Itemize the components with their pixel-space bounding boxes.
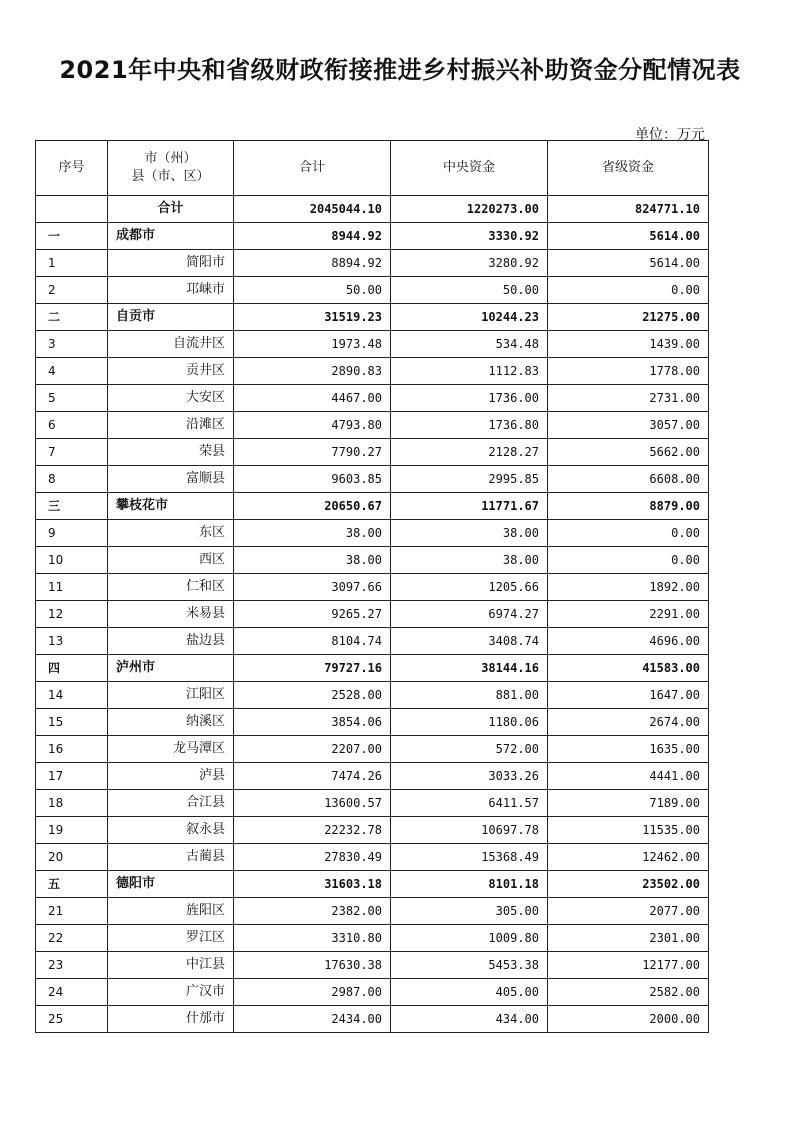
table-row — [36, 628, 709, 655]
cell-seq: 9 — [36, 520, 108, 547]
cell-region-name: 贡井区 — [108, 358, 234, 385]
cell-provincial: 41583.00 — [548, 655, 709, 682]
cell-central: 38.00 — [391, 547, 548, 574]
cell-seq: 14 — [36, 682, 108, 709]
cell-total: 13600.57 — [234, 790, 391, 817]
cell-total: 31603.18 — [234, 871, 391, 898]
cell-total: 31519.23 — [234, 304, 391, 331]
cell-seq: 11 — [36, 574, 108, 601]
cell-provincial: 12462.00 — [548, 844, 709, 871]
cell-total: 9603.85 — [234, 466, 391, 493]
cell-region-name: 广汉市 — [108, 979, 234, 1006]
cell-total: 20650.67 — [234, 493, 391, 520]
cell-seq: 四 — [36, 655, 108, 682]
cell-seq: 13 — [36, 628, 108, 655]
cell-central: 10697.78 — [391, 817, 548, 844]
cell-provincial: 11535.00 — [548, 817, 709, 844]
table-row — [36, 466, 709, 493]
table-row — [36, 817, 709, 844]
cell-provincial: 4696.00 — [548, 628, 709, 655]
cell-central: 15368.49 — [391, 844, 548, 871]
city-subtotal-row — [36, 493, 709, 520]
cell-total: 3854.06 — [234, 709, 391, 736]
cell-provincial: 5614.00 — [548, 223, 709, 250]
cell-total: 3310.80 — [234, 925, 391, 952]
cell-provincial: 1439.00 — [548, 331, 709, 358]
cell-provincial: 2582.00 — [548, 979, 709, 1006]
cell-central: 3330.92 — [391, 223, 548, 250]
cell-region-name: 合江县 — [108, 790, 234, 817]
cell-total: 2890.83 — [234, 358, 391, 385]
cell-provincial: 7189.00 — [548, 790, 709, 817]
cell-seq: 21 — [36, 898, 108, 925]
cell-region-name: 邛崃市 — [108, 277, 234, 304]
cell-provincial: 1778.00 — [548, 358, 709, 385]
cell-central: 572.00 — [391, 736, 548, 763]
cell-central: 434.00 — [391, 1006, 548, 1033]
cell-central: 3408.74 — [391, 628, 548, 655]
cell-central: 1736.00 — [391, 385, 548, 412]
cell-seq: 10 — [36, 547, 108, 574]
table-row — [36, 844, 709, 871]
cell-central: 50.00 — [391, 277, 548, 304]
table-row — [36, 736, 709, 763]
cell-central: 305.00 — [391, 898, 548, 925]
allocation-table — [35, 140, 709, 1033]
table-row — [36, 898, 709, 925]
table-row — [36, 979, 709, 1006]
cell-region-name: 旌阳区 — [108, 898, 234, 925]
cell-region-name: 古蔺县 — [108, 844, 234, 871]
cell-central: 405.00 — [391, 979, 548, 1006]
cell-region-name: 什邡市 — [108, 1006, 234, 1033]
cell-region-name: 东区 — [108, 520, 234, 547]
cell-total: 38.00 — [234, 547, 391, 574]
cell-seq: 3 — [36, 331, 108, 358]
table-row — [36, 574, 709, 601]
cell-region-name: 富顺县 — [108, 466, 234, 493]
table-row — [36, 601, 709, 628]
cell-seq: 25 — [36, 1006, 108, 1033]
table-row — [36, 385, 709, 412]
cell-total: 8894.92 — [234, 250, 391, 277]
cell-total: 22232.78 — [234, 817, 391, 844]
cell-central: 11771.67 — [391, 493, 548, 520]
table-row — [36, 250, 709, 277]
cell-provincial: 1635.00 — [548, 736, 709, 763]
cell-seq: 20 — [36, 844, 108, 871]
cell-provincial: 2077.00 — [548, 898, 709, 925]
cell-central: 1205.66 — [391, 574, 548, 601]
cell-total: 2434.00 — [234, 1006, 391, 1033]
cell-total: 7790.27 — [234, 439, 391, 466]
cell-seq: 4 — [36, 358, 108, 385]
cell-provincial: 6608.00 — [548, 466, 709, 493]
table-header-row — [36, 141, 709, 196]
cell-total: 9265.27 — [234, 601, 391, 628]
cell-central: 1180.06 — [391, 709, 548, 736]
header-central: 中央资金 — [391, 141, 548, 196]
cell-provincial: 5614.00 — [548, 250, 709, 277]
cell-total: 2382.00 — [234, 898, 391, 925]
unit-label: 单位：万元 — [635, 127, 705, 143]
city-subtotal-row — [36, 655, 709, 682]
cell-region-name: 叙永县 — [108, 817, 234, 844]
cell-central: 2128.27 — [391, 439, 548, 466]
cell-central: 534.48 — [391, 331, 548, 358]
cell-region-name: 江阳区 — [108, 682, 234, 709]
cell-seq: 19 — [36, 817, 108, 844]
cell-provincial: 8879.00 — [548, 493, 709, 520]
table-row — [36, 1006, 709, 1033]
cell-total: 8944.92 — [234, 223, 391, 250]
header-region-line2: 县（市、区） — [131, 169, 210, 184]
cell-seq — [36, 196, 108, 223]
cell-seq: 6 — [36, 412, 108, 439]
cell-region-name: 龙马潭区 — [108, 736, 234, 763]
grand-total-row — [36, 196, 709, 223]
cell-seq: 24 — [36, 979, 108, 1006]
cell-region-name: 泸州市 — [108, 655, 234, 682]
table-row — [36, 790, 709, 817]
cell-seq: 7 — [36, 439, 108, 466]
cell-central: 1112.83 — [391, 358, 548, 385]
cell-provincial: 21275.00 — [548, 304, 709, 331]
cell-region-name: 攀枝花市 — [108, 493, 234, 520]
cell-region-name: 合计 — [108, 196, 234, 223]
cell-provincial: 2674.00 — [548, 709, 709, 736]
page-title: 2021年中央和省级财政衔接推进乡村振兴补助资金分配情况表 — [59, 56, 741, 84]
cell-total: 2207.00 — [234, 736, 391, 763]
cell-region-name: 泸县 — [108, 763, 234, 790]
cell-provincial: 1647.00 — [548, 682, 709, 709]
cell-region-name: 自流井区 — [108, 331, 234, 358]
cell-central: 1736.80 — [391, 412, 548, 439]
cell-region-name: 西区 — [108, 547, 234, 574]
cell-seq: 5 — [36, 385, 108, 412]
cell-total: 4467.00 — [234, 385, 391, 412]
cell-central: 10244.23 — [391, 304, 548, 331]
cell-seq: 8 — [36, 466, 108, 493]
cell-seq: 一 — [36, 223, 108, 250]
cell-region-name: 中江县 — [108, 952, 234, 979]
cell-region-name: 盐边县 — [108, 628, 234, 655]
cell-region-name: 荣县 — [108, 439, 234, 466]
cell-provincial: 2291.00 — [548, 601, 709, 628]
cell-central: 38.00 — [391, 520, 548, 547]
cell-seq: 12 — [36, 601, 108, 628]
city-subtotal-row — [36, 223, 709, 250]
cell-provincial: 0.00 — [548, 547, 709, 574]
cell-region-name: 纳溪区 — [108, 709, 234, 736]
cell-region-name: 米易县 — [108, 601, 234, 628]
table-row — [36, 439, 709, 466]
cell-total: 1973.48 — [234, 331, 391, 358]
table-row — [36, 331, 709, 358]
cell-region-name: 成都市 — [108, 223, 234, 250]
cell-region-name: 德阳市 — [108, 871, 234, 898]
table-row — [36, 763, 709, 790]
table-row — [36, 682, 709, 709]
header-total: 合计 — [234, 141, 391, 196]
cell-seq: 1 — [36, 250, 108, 277]
cell-seq: 15 — [36, 709, 108, 736]
cell-provincial: 0.00 — [548, 277, 709, 304]
cell-seq: 23 — [36, 952, 108, 979]
cell-total: 7474.26 — [234, 763, 391, 790]
cell-total: 2045044.10 — [234, 196, 391, 223]
city-subtotal-row — [36, 304, 709, 331]
cell-total: 3097.66 — [234, 574, 391, 601]
cell-provincial: 12177.00 — [548, 952, 709, 979]
cell-provincial: 4441.00 — [548, 763, 709, 790]
cell-total: 79727.16 — [234, 655, 391, 682]
cell-region-name: 罗江区 — [108, 925, 234, 952]
cell-central: 3280.92 — [391, 250, 548, 277]
cell-region-name: 沿滩区 — [108, 412, 234, 439]
cell-total: 2528.00 — [234, 682, 391, 709]
cell-central: 2995.85 — [391, 466, 548, 493]
cell-seq: 五 — [36, 871, 108, 898]
table-row — [36, 709, 709, 736]
table-row — [36, 952, 709, 979]
cell-region-name: 大安区 — [108, 385, 234, 412]
cell-provincial: 2000.00 — [548, 1006, 709, 1033]
cell-central: 6411.57 — [391, 790, 548, 817]
cell-seq: 22 — [36, 925, 108, 952]
cell-total: 17630.38 — [234, 952, 391, 979]
cell-central: 3033.26 — [391, 763, 548, 790]
cell-region-name: 简阳市 — [108, 250, 234, 277]
cell-provincial: 1892.00 — [548, 574, 709, 601]
cell-total: 50.00 — [234, 277, 391, 304]
header-region-line1: 市（州） — [144, 151, 197, 166]
cell-seq: 16 — [36, 736, 108, 763]
cell-central: 8101.18 — [391, 871, 548, 898]
city-subtotal-row — [36, 871, 709, 898]
table-row — [36, 412, 709, 439]
header-region — [108, 141, 234, 196]
table-row — [36, 358, 709, 385]
cell-central: 5453.38 — [391, 952, 548, 979]
cell-total: 4793.80 — [234, 412, 391, 439]
cell-provincial: 2301.00 — [548, 925, 709, 952]
cell-seq: 2 — [36, 277, 108, 304]
table-body — [36, 196, 709, 1033]
table-row — [36, 547, 709, 574]
cell-central: 1220273.00 — [391, 196, 548, 223]
cell-central: 881.00 — [391, 682, 548, 709]
cell-total: 2987.00 — [234, 979, 391, 1006]
cell-provincial: 0.00 — [548, 520, 709, 547]
cell-provincial: 23502.00 — [548, 871, 709, 898]
cell-provincial: 5662.00 — [548, 439, 709, 466]
cell-central: 1009.80 — [391, 925, 548, 952]
cell-seq: 二 — [36, 304, 108, 331]
cell-total: 38.00 — [234, 520, 391, 547]
cell-seq: 三 — [36, 493, 108, 520]
cell-region-name: 仁和区 — [108, 574, 234, 601]
cell-region-name: 自贡市 — [108, 304, 234, 331]
cell-central: 38144.16 — [391, 655, 548, 682]
cell-central: 6974.27 — [391, 601, 548, 628]
cell-total: 8104.74 — [234, 628, 391, 655]
cell-provincial: 824771.10 — [548, 196, 709, 223]
table-row — [36, 925, 709, 952]
cell-seq: 18 — [36, 790, 108, 817]
cell-provincial: 2731.00 — [548, 385, 709, 412]
cell-provincial: 3057.00 — [548, 412, 709, 439]
table-row — [36, 277, 709, 304]
header-provincial: 省级资金 — [548, 141, 709, 196]
table-row — [36, 520, 709, 547]
cell-total: 27830.49 — [234, 844, 391, 871]
cell-seq: 17 — [36, 763, 108, 790]
header-seq: 序号 — [36, 141, 108, 196]
